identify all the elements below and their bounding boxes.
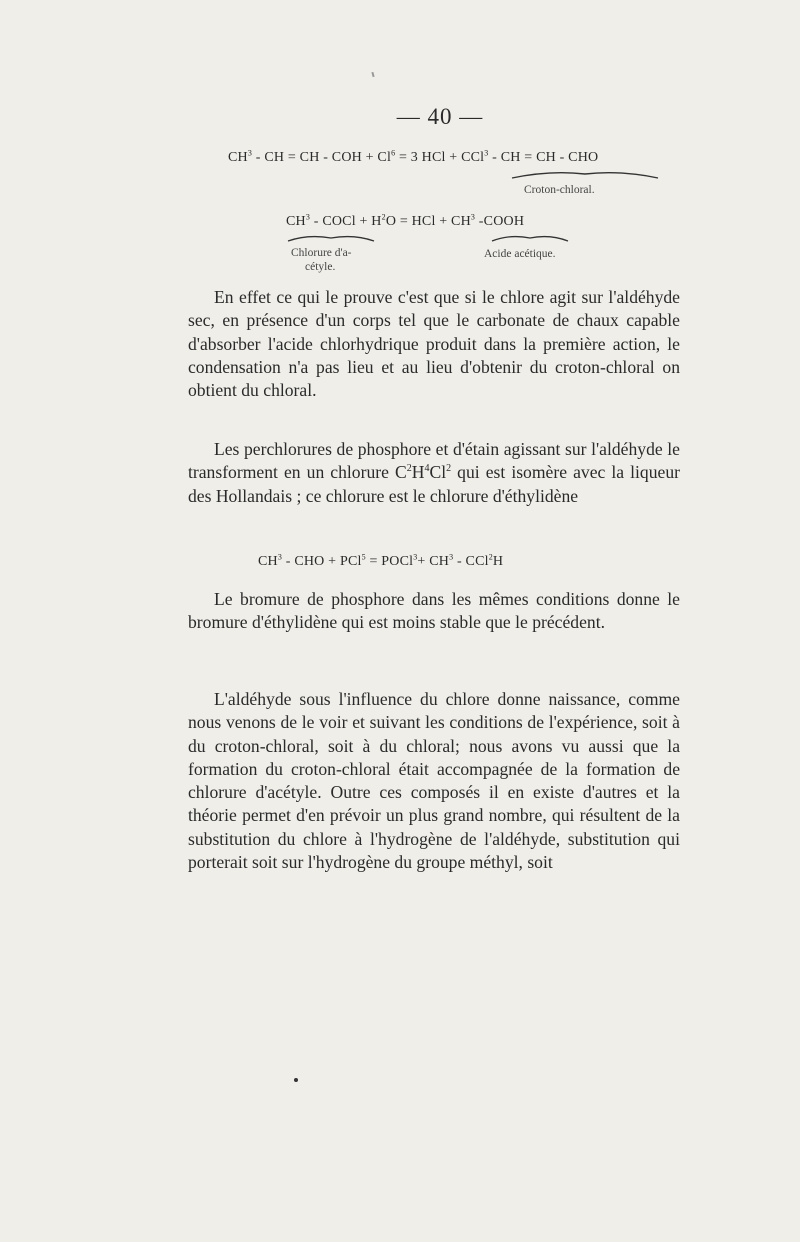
brace-chlorure-acetyle	[286, 232, 376, 244]
label-chlorure-acetyle-1: Chlorure d'a-	[291, 247, 352, 259]
paragraph-aldehyde-chlore: L'aldéhyde sous l'influence du chlore donne naissance, comme nous venons de le voir et suivant les conditions de l'expérience, soit à du croton-chloral, soit à du chloral; nous avons vu aussi que la formation du croton-chloral était accompagnée de la formation de chlorure d'acétyle. Outre ces composés il en existe d'autres et la théorie permet d'en prévoir un plus grand nombre, qui résultent de la substitution du chlore à l'hydrogène de l'aldéhyde, substitution qui porterait soit sur l'hydrogène du groupe méthyl, soit	[188, 689, 680, 873]
label-acide-acetique: Acide acétique.	[484, 248, 556, 260]
brace-acide-acetique	[490, 232, 570, 244]
label-croton-chloral: Croton-chloral.	[524, 184, 595, 196]
paragraph-bromure: Le bromure de phosphore dans les mêmes conditions donne le bromure d'éthylidène qui est moins stable que le précédent.	[188, 589, 680, 633]
equation-ethylidene: $CH^3$ - CHO + PCl$^5$ = POCl$^3$+ $CH^3 - CCl^2H$	[258, 552, 504, 569]
page-number: — 40 —	[396, 104, 484, 129]
scan-speck	[371, 72, 374, 77]
scan-dot	[294, 1078, 298, 1082]
equation-croton-chloral: $CH^3$ - CH = CH - COH + $Cl^6 = 3$ HCl + CCl$^3$ - CH = CH - CHO	[228, 148, 599, 165]
paragraph-chlorine-action: En effet ce qui le prouve c'est que si le chlore agit sur l'aldéhyde sec, en présence d'un corps tel que le carbonate de chaux capable d'absorber l'acide chlorhydrique produit dans la première action, le condensation n'a pas lieu et au lieu d'obtenir du croton-chloral on obtient du chloral.	[188, 287, 680, 401]
brace-croton-chloral	[510, 168, 660, 182]
equation-chlorure-acetyle: $CH^3$ - COCl + $H^2O$ = HCl + $CH^3$ -COOH	[286, 212, 525, 229]
label-chlorure-acetyle-2: cétyle.	[305, 261, 336, 273]
paragraph-perchlorures: Les perchlorures de phosphore et d'étain agissant sur l'aldéhyde le transforment en un chlorure $C^2H^4Cl^2$ qui est isomère avec la liqueur des Hollandais ; ce chlorure est le chlorure d'éthylidène	[188, 439, 680, 506]
